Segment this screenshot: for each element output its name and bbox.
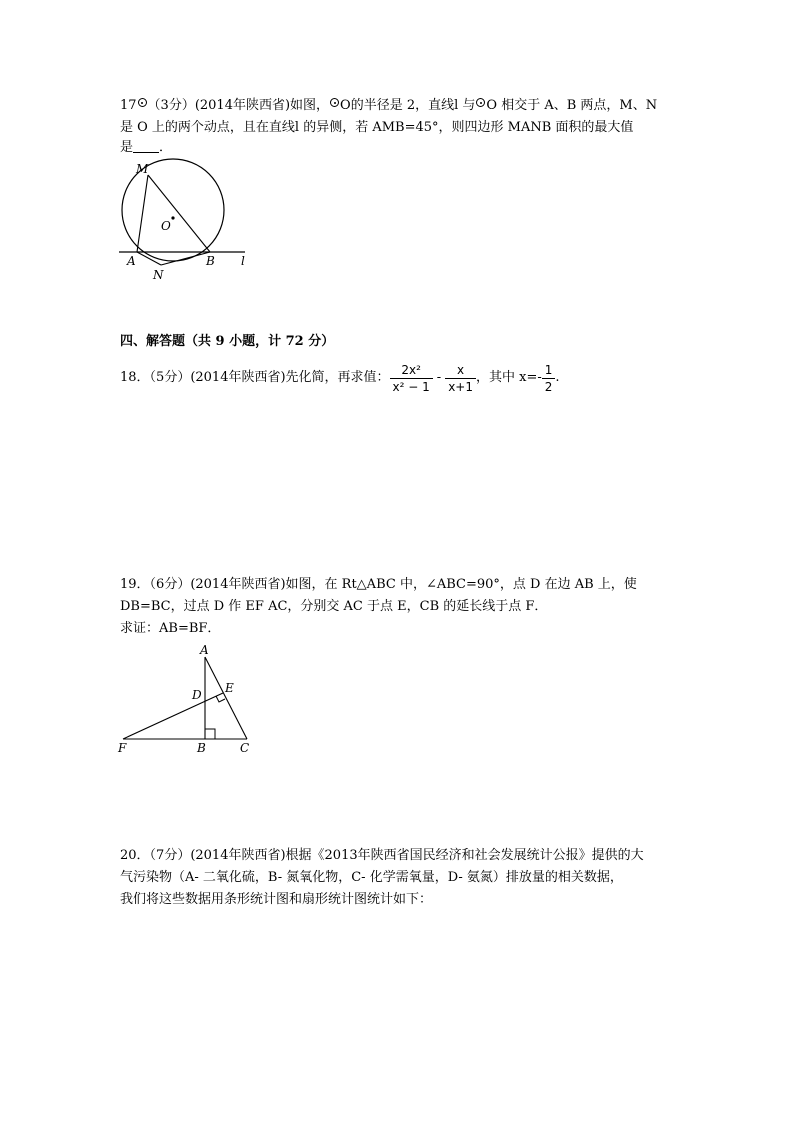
q20-line3: 我们将这些数据用条形统计图和扇形统计图统计如下： <box>120 892 433 907</box>
q18-condition: ，其中 x=- <box>475 370 542 385</box>
label-o: O <box>161 219 171 233</box>
fraction-2-denominator: x+1 <box>448 379 473 394</box>
fraction-2 <box>445 362 476 395</box>
q19-triangle-figure <box>115 641 260 758</box>
right-angle-e <box>216 696 225 702</box>
q17-line3-end: ． <box>159 140 173 155</box>
fraction-2-numerator: x <box>445 362 476 379</box>
label-n: N <box>153 268 164 282</box>
q17-text-1: O的半径是 2，直线l 与 <box>340 98 476 113</box>
label-e: E <box>225 681 234 695</box>
circle-dot-icon <box>138 98 147 107</box>
q19-line3: 求证：AB=BF． <box>120 621 221 636</box>
fraction-3 <box>542 362 556 395</box>
segment-ma <box>137 175 148 252</box>
fraction-1-denominator: x² − 1 <box>392 379 430 394</box>
label-m: M <box>136 162 149 176</box>
fraction-1-numerator: 2x² <box>390 362 433 379</box>
fraction-3-numerator: 1 <box>542 362 556 379</box>
q20-line2: 气污染物（A- 二氧化硫，B- 氮氧化物，C- 化学需氧量，D- 氨氮）排放量的相关数据， <box>120 870 623 885</box>
q17-line3 <box>120 140 172 156</box>
label-d: D <box>192 688 202 702</box>
label-a: A <box>127 254 136 268</box>
center-point <box>171 216 174 219</box>
q17-number: 17 <box>120 98 137 113</box>
label-f: F <box>118 741 127 755</box>
q18-line <box>120 360 560 396</box>
answer-blank[interactable] <box>133 140 159 153</box>
label-b: B <box>206 254 215 268</box>
circle-dot-icon <box>476 98 485 107</box>
q18-prefix: 18．（5分）(2014年陕西省)先化简，再求值： <box>120 370 390 385</box>
q17-line3-text: 是 <box>120 140 134 155</box>
q18-end: . <box>555 370 560 385</box>
fraction-3-denominator: 2 <box>544 379 553 394</box>
minus-sign: - <box>436 370 442 385</box>
section-heading: 四、解答题（共 9 小题，计 72 分） <box>120 334 335 349</box>
right-angle-b <box>205 729 215 739</box>
segment-fe <box>123 693 223 739</box>
label-l: l <box>241 254 245 268</box>
label-c: C <box>240 741 250 755</box>
segment-nb <box>161 252 210 265</box>
circle-dot-icon <box>330 98 339 107</box>
q17-text-2: O 相交于 A、B 两点，M、N <box>486 98 658 113</box>
q19-line1: 19．（6分）(2014年陕西省)如图，在 Rt△ABC 中，∠ABC=90°，点 D 在边 AB 上，使 <box>120 577 637 592</box>
fraction-1 <box>390 362 433 395</box>
q17-line2: 是 O 上的两个动点，且在直线l 的异侧，若 AMB=45°，则四边形 MANB 面积的最大值 <box>120 120 634 135</box>
q17-circle-figure <box>115 158 265 284</box>
q19-line2: DB=BC，过点 D 作 EF AC，分别交 AC 于点 E，CB 的延长线于点 F． <box>120 599 548 614</box>
q17-line1 <box>120 98 657 114</box>
label-a: A <box>200 643 209 657</box>
label-b: B <box>197 741 206 755</box>
q17-score: （3分）(2014年陕西省)如图， <box>147 98 330 113</box>
segment-mb <box>148 175 210 252</box>
q20-line1: 20．（7分）(2014年陕西省)根据《2013年陕西省国民经济和社会发展统计公报》提供的大 <box>120 848 644 863</box>
